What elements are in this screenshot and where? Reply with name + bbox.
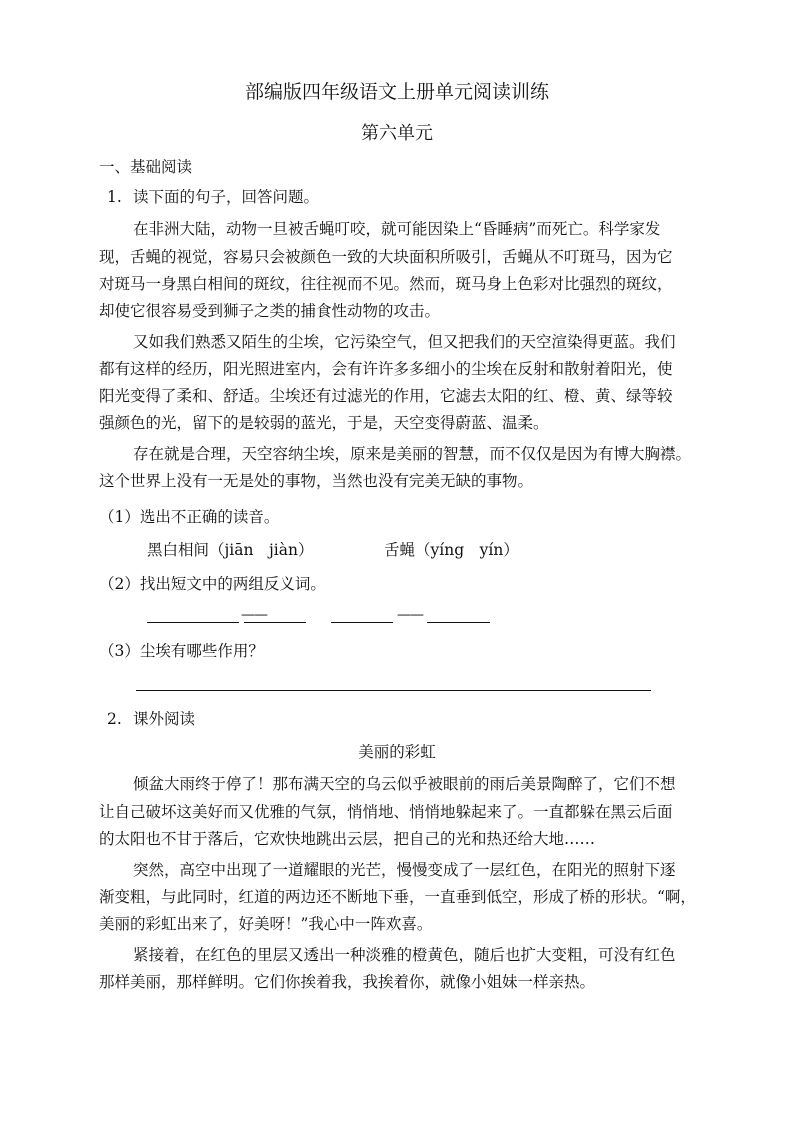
paragraph-line: 这个世界上没有一无是处的事物，当然也没有完美无缺的事物。	[99, 472, 534, 490]
paragraph-line: 却使它很容易受到狮子之类的捕食性动物的攻击。	[99, 302, 441, 320]
answer-option: 舌蝇（yíng yín）	[384, 541, 519, 559]
story-line: 让自己破坏这美好而又优雅的气氛，悄悄地、悄悄地躲起来了。一直都躲在黑云后面	[99, 803, 673, 821]
paragraph-line: 阳光变得了柔和、舒适。尘埃还有过滤光的作用，它滤去太阳的红、橙、黄、绿等较	[99, 387, 673, 405]
paragraph-line: 又如我们熟悉又陌生的尘埃，它污染空气，但又把我们的天空渲染得更蓝。我们	[133, 333, 676, 351]
story-line: 紧接着，在红色的里层又透出一种淡雅的橙黄色，随后也扩大变粗，可没有红色	[133, 946, 676, 964]
question-label: 读下面的句子，回答问题。	[133, 188, 320, 206]
unit-title: 第六单元	[361, 123, 433, 144]
story-title: 美丽的彩虹	[358, 743, 436, 761]
answer-blank[interactable]	[147, 622, 239, 623]
question-number: 1.	[107, 188, 122, 206]
story-line: 美丽的彩虹出来了，好美呀！”我心中一阵欢喜。	[99, 915, 433, 933]
page-title: 部编版四年级语文上册单元阅读训练	[244, 81, 549, 103]
section-heading: 一、基础阅读	[99, 158, 193, 176]
answer-option: 黑白相间（jiān jiàn）	[147, 541, 314, 559]
question-label: 课外阅读	[133, 710, 196, 728]
story-line: 的太阳也不甘于落后，它欢快地跳出云层，把自己的光和热还给大地……	[99, 830, 596, 848]
story-line: 突然，高空中出现了一道耀眼的光芒，慢慢变成了一层红色，在阳光的照射下逐	[133, 861, 676, 879]
question-number: 2.	[107, 710, 122, 728]
answer-blank[interactable]	[427, 622, 490, 623]
paragraph-line: 对斑马一身黑白相间的斑纹，往往视而不见。然而，斑马身上色彩对比强烈的斑纹，	[99, 275, 673, 293]
sub-question: （1）选出不正确的读音。	[99, 508, 280, 526]
sub-question: （2）找出短文中的两组反义词。	[99, 575, 326, 593]
story-line: 那样美丽，那样鲜明。它们你挨着我，我挨着你，就像小姐妹一样亲热。	[99, 973, 596, 991]
pair-dash: ——	[397, 607, 423, 623]
answer-blank[interactable]	[331, 622, 393, 623]
sub-question: （3）尘埃有哪些作用？	[99, 642, 264, 660]
paragraph-line: 在非洲大陆，动物一旦被舌蝇叮咬，就可能因染上“昏睡病”而死亡。科学家发	[133, 220, 661, 238]
paragraph-line: 强颜色的光，留下的是较弱的蓝光，于是，天空变得蔚蓝、温柔。	[99, 414, 549, 432]
answer-blank[interactable]	[244, 622, 306, 623]
paragraph-line: 都有这样的经历，阳光照进室内，会有许许多多细小的尘埃在反射和散射着阳光，使	[99, 360, 673, 378]
pair-dash: ——	[241, 607, 267, 623]
answer-line[interactable]	[136, 690, 651, 691]
story-line: 倾盆大雨终于停了！那布满天空的乌云似乎被眼前的雨后美景陶醉了，它们不想	[133, 775, 676, 793]
paragraph-line: 现，舌蝇的视觉，容易只会被颜色一致的大块面积所吸引，舌蝇从不叮斑马，因为它	[99, 248, 673, 266]
paragraph-line: 存在就是合理，天空容纳尘埃，原来是美丽的智慧，而不仅仅是因为有博大胸襟。	[133, 445, 692, 463]
story-line: 渐变粗，与此同时，红道的两边还不断地下垂，一直垂到低空，形成了桥的形状。“啊，	[99, 888, 696, 906]
